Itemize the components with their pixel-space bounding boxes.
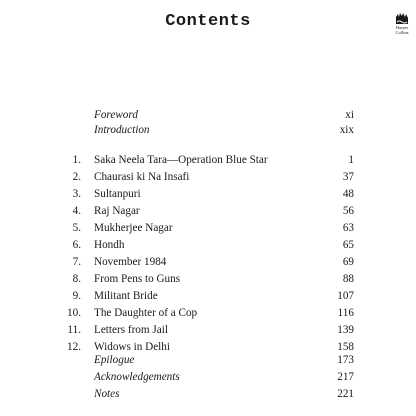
toc-entry-label: Sultanpuri <box>94 188 141 200</box>
publisher-name-line2: Collins <box>395 30 409 35</box>
toc-chapter-number: 10. <box>67 307 81 319</box>
toc-entry-label: Notes <box>94 388 120 400</box>
toc-chapter-number: 8. <box>72 273 81 285</box>
toc-entry-page: 65 <box>342 239 354 251</box>
toc-entry-page: 48 <box>342 188 354 200</box>
toc-entry-page: 63 <box>342 222 354 234</box>
publisher-name-line1: Harper <box>395 25 409 30</box>
toc-entry-label: November 1984 <box>94 256 167 268</box>
toc-chapter-number: 12. <box>67 341 81 353</box>
publisher-logo <box>394 12 410 35</box>
toc-entry-label: Letters from Jail <box>94 324 168 336</box>
toc-chapter-number: 5. <box>72 222 81 234</box>
toc-chapter-number: 1. <box>72 154 81 166</box>
toc-entry-page: 217 <box>337 371 354 383</box>
toc-entry-page: 107 <box>337 290 354 302</box>
toc-entry-page: 69 <box>342 256 354 268</box>
toc-entry-label: Widows in Delhi <box>94 341 170 353</box>
toc-entry-page: 173 <box>337 354 354 366</box>
toc-chapter-number: 11. <box>67 324 81 336</box>
toc-chapter-number: 2. <box>72 171 81 183</box>
toc-entry-page: 139 <box>337 324 354 336</box>
toc-chapter-number: 6. <box>72 239 81 251</box>
fire-and-water-icon <box>395 12 409 25</box>
toc-entry-label: Introduction <box>94 124 150 136</box>
toc-entry-label: Hondh <box>94 239 125 251</box>
toc-entry-page: 116 <box>337 307 354 319</box>
toc-entry-page: 221 <box>337 388 354 400</box>
toc-entry-page: 158 <box>337 341 354 353</box>
toc-entry-label: Epilogue <box>94 354 135 366</box>
toc-entry-label: Saka Neela Tara—Operation Blue Star <box>94 154 268 166</box>
toc-entry-page: 1 <box>348 154 354 166</box>
toc-entry-label: Raj Nagar <box>94 205 140 217</box>
toc-entry-label: Chaurasi ki Na Insafi <box>94 171 190 183</box>
toc-entry-label: Mukherjee Nagar <box>94 222 173 234</box>
toc-entry-label: Militant Bride <box>94 290 158 302</box>
toc-entry-page: 88 <box>342 273 354 285</box>
toc-chapter-number: 7. <box>72 256 81 268</box>
toc-entry-page: 56 <box>342 205 354 217</box>
toc-entry-label: Acknowledgements <box>94 371 180 383</box>
toc-entry-page: xix <box>339 124 354 136</box>
toc-entry-label: Foreword <box>94 109 138 121</box>
toc-entry-page: 37 <box>342 171 354 183</box>
toc-entry-label: The Daughter of a Cop <box>94 307 198 319</box>
toc-entry-introduction[interactable] <box>0 121 416 140</box>
toc-entry-page: xi <box>345 109 354 121</box>
toc-chapter-number: 3. <box>72 188 81 200</box>
toc-chapter-number: 9. <box>72 290 81 302</box>
toc-chapter-number: 4. <box>72 205 81 217</box>
toc-entry-label: From Pens to Guns <box>94 273 181 285</box>
page-title: Contents <box>165 12 251 31</box>
toc-entry-notes[interactable] <box>0 385 416 404</box>
